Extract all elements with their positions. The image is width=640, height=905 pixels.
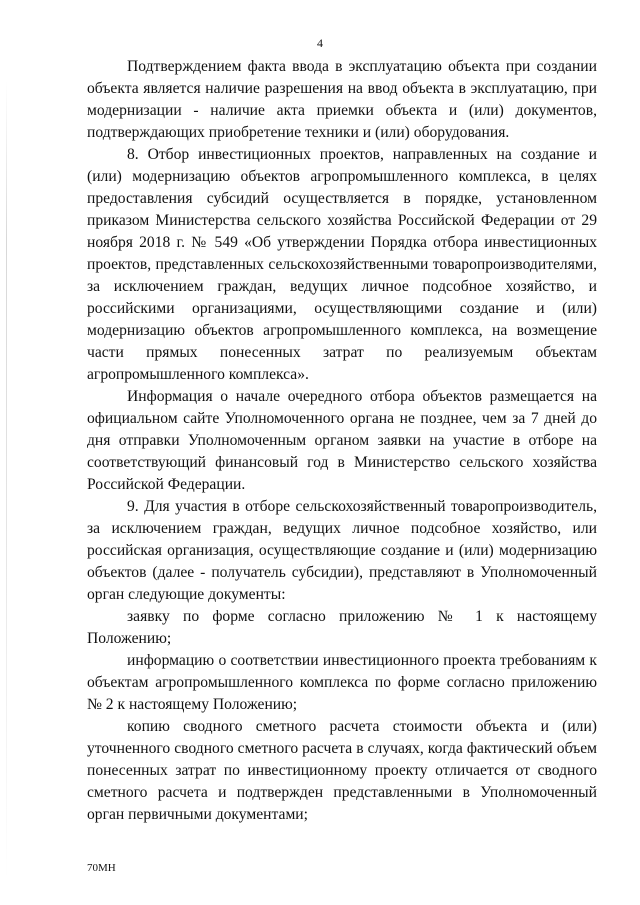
document-body bbox=[87, 56, 597, 826]
paragraph-commissioning-confirmation: Подтверждением факта ввода в эксплуатацию объекта при создании объекта является наличие разрешения на ввод объекта в эксплуатацию, при модернизации - наличие акта приемки объекта и (или) документов, подтверждающих приобретение техники и (или) оборудования. bbox=[87, 58, 597, 141]
footer-document-code: 70МН bbox=[87, 862, 116, 874]
paragraph-8-selection-procedure: 8. Отбор инвестиционных проектов, направленных на создание и (или) модернизацию объектов агропромышленного комплекса, в целях предоставления субсидий осуществляется в порядке, установленном приказом Министерства сельского хозяйства Российской Федерации от 29 ноября 2018 г. № 549 «Об утверждении Порядка отбора инвестиционных проектов, представленных сельскохозяйственными товаропроизводителями, за исключением граждан, ведущих личное подсобное хозяйство, и российскими организациями, осуществляющими создание и (или) модернизацию объектов агропромышленного комплекса, на возмещение части прямых понесенных затрат по реализуемым объектам агропромышленного комплекса». bbox=[87, 146, 597, 383]
list-item-estimate-copy: копию сводного сметного расчета стоимости объекта и (или) уточненного сводного сметного расчета в случаях, когда фактический объем понесенных затрат по инвестиционному проекту отличается от сводного сметного расчета и подтвержден представленными в Уполномоченный орган первичными документами; bbox=[87, 718, 597, 823]
scan-edge-shadow bbox=[6, 80, 7, 880]
list-item-application-form: заявку по форме согласно приложению № 1 к настоящему Положению; bbox=[87, 608, 597, 647]
paragraph-selection-announcement: Информация о начале очередного отбора объектов размещается на официальном сайте Уполномоченного органа не позднее, чем за 7 дней до дня отправки Уполномоченным органом заявки на участие в отборе на соответствующий финансовый год в Министерство сельского хозяйства Российской Федерации. bbox=[87, 388, 597, 493]
paragraph-9-required-documents: 9. Для участия в отборе сельскохозяйственный товаропроизводитель, за исключением граждан, ведущих личное подсобное хозяйство, или российская организация, осуществляющие создание и (или) модернизацию объектов (далее - получатель субсидии), представляют в Уполномоченный орган следующие документы: bbox=[87, 498, 597, 603]
list-item-compliance-information: информацию о соответствии инвестиционного проекта требованиям к объектам агропромышленного комплекса по форме согласно приложению № 2 к настоящему Положению; bbox=[87, 652, 597, 713]
page-number: 4 bbox=[317, 36, 323, 50]
